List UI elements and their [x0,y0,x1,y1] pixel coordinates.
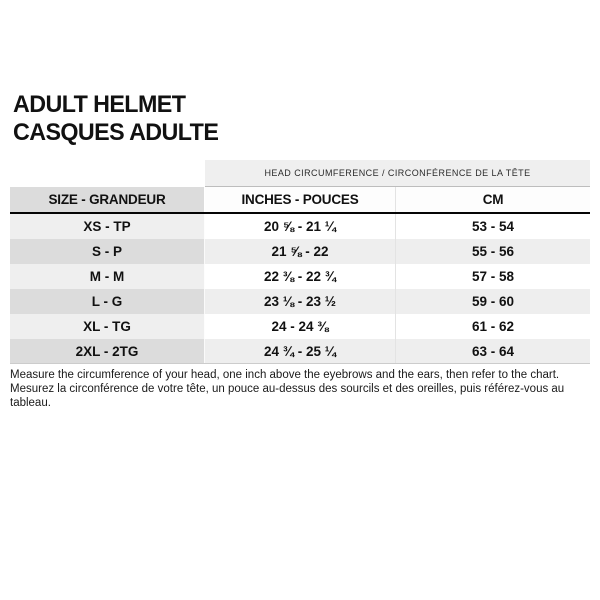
inches-cell: 20 ⅝ - 21 ¼ [205,214,396,239]
table-row-xl [10,314,590,339]
inches-cell: 23 ⅛ - 23 ½ [205,289,396,314]
page-title [13,91,225,147]
inches-cell: 24 ¾ - 25 ¼ [205,339,396,363]
helmet-size-table [10,160,590,364]
cm-cell: 57 - 58 [396,264,590,289]
table-banner-row [10,160,590,187]
measurement-instructions-fr: Mesurez la circonférence de votre tête, un pouce au-dessus des sourcils et des oreilles, puis référez-vous au tableau. [10,383,565,409]
size-cell: M - M [10,264,205,289]
size-cell: 2XL - 2TG [10,339,205,363]
measurement-instructions-en: Measure the circumference of your head, one inch above the eyebrows and the ears, then refer to the chart. [10,369,560,381]
size-cell: XL - TG [10,314,205,339]
size-cell: L - G [10,289,205,314]
banner-spacer [10,160,205,187]
page-title-fr: CASQUES ADULTE [13,119,219,146]
cm-cell: 59 - 60 [396,289,590,314]
table-row-l [10,289,590,314]
column-header-cm: CM [396,187,590,212]
page-title-en: ADULT HELMET [13,91,186,118]
cm-cell: 53 - 54 [396,214,590,239]
cm-cell: 55 - 56 [396,239,590,264]
cm-cell: 63 - 64 [396,339,590,363]
measurement-instructions [10,368,570,410]
table-row-s [10,239,590,264]
size-cell: XS - TP [10,214,205,239]
cm-cell: 61 - 62 [396,314,590,339]
inches-cell: 21 ⅝ - 22 [205,239,396,264]
inches-cell: 22 ⅜ - 22 ¾ [205,264,396,289]
column-header-size: SIZE - GRANDEUR [10,187,205,212]
inches-cell: 24 - 24 ⅜ [205,314,396,339]
table-row-xs [10,214,590,239]
column-header-inches: INCHES - POUCES [205,187,396,212]
size-cell: S - P [10,239,205,264]
table-row-m [10,264,590,289]
table-row-2xl [10,339,590,364]
table-header-row [10,187,590,214]
head-circumference-banner: HEAD CIRCUMFERENCE / CIRCONFÉRENCE DE LA TÊTE [205,160,590,187]
